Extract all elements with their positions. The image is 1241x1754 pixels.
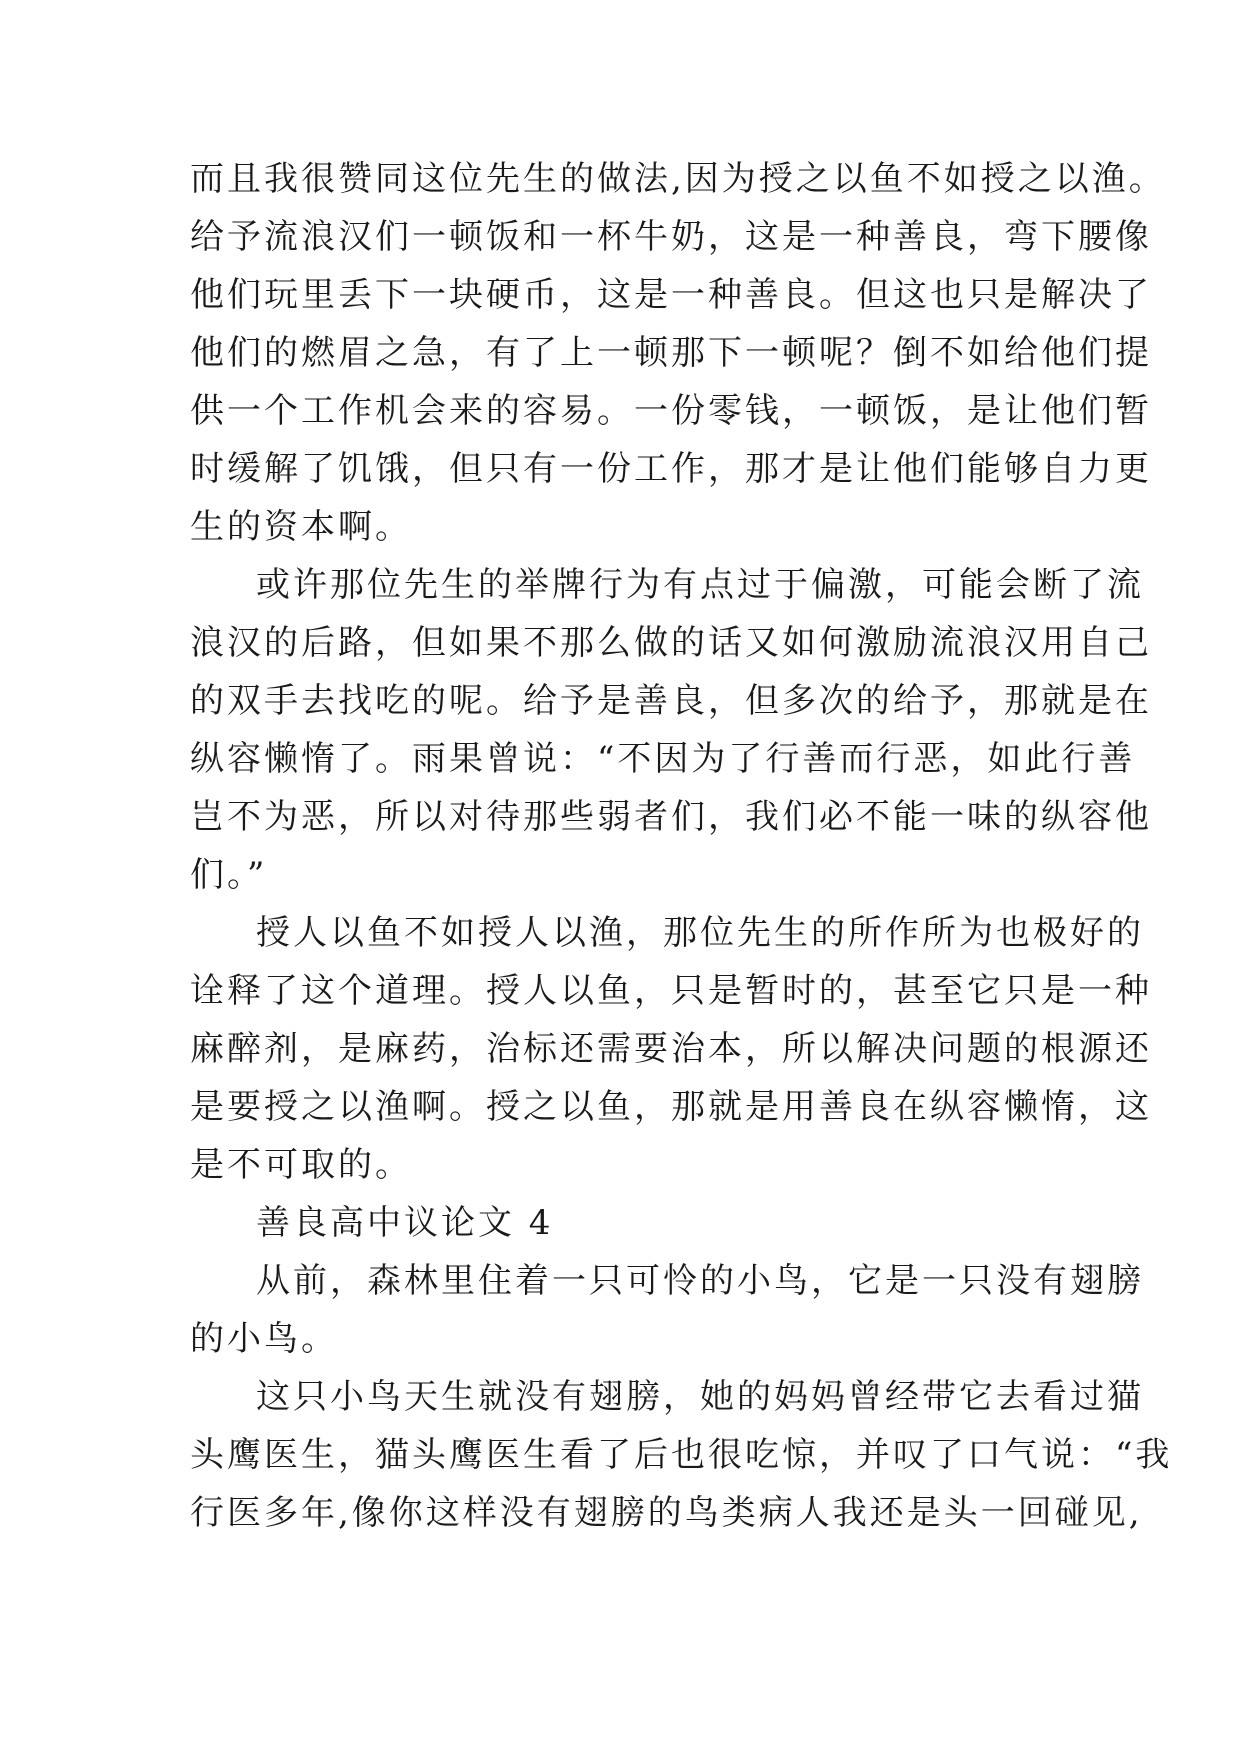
text-line: 诠释了这个道理。授人以鱼，只是暂时的，甚至它只是一种	[190, 971, 1152, 1011]
text-line: 头鹰医生，猫头鹰医生看了后也很吃惊，并叹了口气说：“我	[190, 1435, 1173, 1475]
text-line: 是要授之以渔啊。授之以鱼，那就是用善良在纵容懒惰，这	[190, 1087, 1152, 1127]
text-line: 他们的燃眉之急，有了上一顿那下一顿呢？倒不如给他们提	[190, 333, 1152, 373]
text-line: 而且我很赞同这位先生的做法,因为授之以鱼不如授之以渔。	[190, 159, 1166, 199]
text-line: 的小鸟。	[190, 1319, 338, 1359]
text-line: 时缓解了饥饿，但只有一份工作，那才是让他们能够自力更	[190, 449, 1152, 489]
text-line: 岂不为恶，所以对待那些弱者们，我们必不能一味的纵容他	[190, 797, 1152, 837]
text-line: 是不可取的。	[190, 1145, 412, 1185]
text-line: 行医多年,像你这样没有翅膀的鸟类病人我还是头一回碰见,	[190, 1493, 1143, 1533]
text-line: 们。”	[190, 855, 268, 895]
text-line: 的双手去找吃的呢。给予是善良，但多次的给予，那就是在	[190, 681, 1152, 721]
text-line: 麻醉剂，是麻药，治标还需要治本，所以解决问题的根源还	[190, 1029, 1152, 1069]
text-line: 纵容懒惰了。雨果曾说：“不因为了行善而行恶，如此行善	[190, 739, 1136, 779]
text-line: 他们玩里丢下一块硬币，这是一种善良。但这也只是解决了	[190, 275, 1152, 315]
text-line: 生的资本啊。	[190, 507, 412, 547]
paragraph-first-line: 或许那位先生的举牌行为有点过于偏激，可能会断了流	[256, 565, 1144, 605]
text-line: 给予流浪汉们一顿饭和一杯牛奶，这是一种善良，弯下腰像	[190, 217, 1152, 257]
paragraph-first-line: 从前，森林里住着一只可怜的小鸟，它是一只没有翅膀	[256, 1261, 1144, 1301]
essay-text	[190, 150, 1173, 1542]
paragraph-first-line: 这只小鸟天生就没有翅膀，她的妈妈曾经带它去看过猫	[256, 1377, 1144, 1417]
text-line: 供一个工作机会来的容易。一份零钱，一顿饭，是让他们暂	[190, 391, 1152, 431]
text-line: 浪汉的后路，但如果不那么做的话又如何激励流浪汉用自己	[190, 623, 1152, 663]
paragraph-first-line: 授人以鱼不如授人以渔，那位先生的所作所为也极好的	[256, 913, 1144, 953]
section-heading: 善良高中议论文 4	[256, 1203, 554, 1243]
